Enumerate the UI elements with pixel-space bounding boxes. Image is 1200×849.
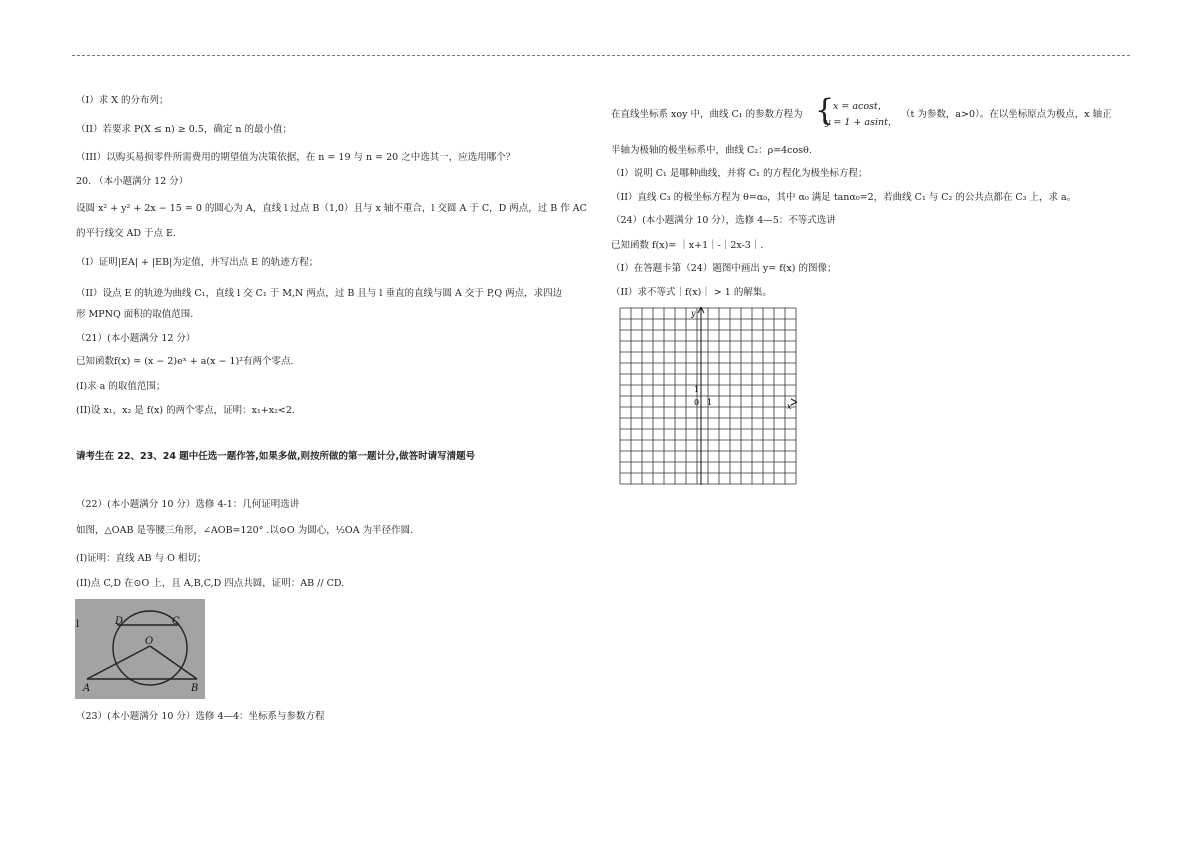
q22-heading: （22）(本小题满分 10 分）选修 4-1：几何证明选讲 — [76, 499, 300, 510]
q24-heading: （24）(本小题满分 10 分），选修 4—5：不等式选讲 — [611, 215, 836, 226]
q21-body: 已知函数f(x) = (x − 2)eˣ + a(x − 1)²有两个零点. — [76, 356, 294, 367]
q20-body-line2: 的平行线交 AD 于点 E. — [76, 228, 176, 239]
grid-svg — [619, 307, 797, 485]
q24-body: 已知函数 f(x)= ｜x+1｜-｜2x-3｜. — [611, 240, 764, 251]
x-axis-label: x — [787, 402, 792, 411]
q24-part2: （II）求不等式｜f(x)｜ > 1 的解集。 — [611, 287, 772, 298]
q22-part1: (I)证明：直线 AB 与 O 相切； — [76, 553, 207, 564]
label-C: C — [172, 616, 180, 627]
q20-part2-line1: （II）设点 E 的轨迹为曲线 C₁，直线 l 交 C₁ 于 M,N 两点，过 B 且与 l 垂直的直线与圆 A 交于 P,Q 两点，求四边 — [76, 288, 563, 299]
origin-label: 0 — [694, 398, 700, 407]
label-D: D — [115, 616, 124, 627]
choose-one-note: 请考生在 22、23、24 题中任选一题作答,如果多做,则按所做的第一题计分,做答时请写清题号 — [76, 451, 476, 462]
system-brace: { — [815, 93, 835, 128]
q20-part1: （I）证明|EA| + |EB|为定值，并写出点 E 的轨迹方程； — [76, 257, 319, 268]
q22-figure — [75, 599, 205, 699]
q23-body-start: 在直线坐标系 xoy 中，曲线 C₁ 的参数方程为 — [611, 109, 803, 120]
q19-part3: （III）以购买易损零件所需费用的期望值为决策依据，在 n = 19 与 n = 20 之中选其一，应选用哪个？ — [76, 152, 516, 163]
q24-part1: （I）在答题卡第（24）题图中画出 y= f(x) 的图像； — [611, 263, 837, 274]
y-unit-label: 1 — [694, 385, 700, 394]
q20-part2-line2: 形 MPNQ 面积的取值范围. — [76, 309, 194, 320]
label-l: l — [76, 619, 80, 630]
q21-part2: (II)设 x₁，x₂ 是 f(x) 的两个零点，证明：x₁+x₂<2. — [76, 405, 295, 416]
q20-heading: 20. （本小题满分 12 分） — [76, 176, 189, 187]
q23-part1: （I）说明 C₁ 是哪种曲线，并将 C₁ 的方程化为极坐标方程； — [611, 168, 868, 179]
label-A: A — [83, 683, 91, 694]
q22-body: 如图，△OAB 是等腰三角形，∠AOB=120° .以⊙O 为圆心，½OA 为半径作圆. — [76, 525, 414, 536]
header-divider — [72, 55, 1130, 56]
param-eq-x: x = acost， — [833, 101, 888, 112]
label-B: B — [191, 683, 199, 694]
q22-part2: (II)点 C,D 在⊙O 上，且 A,B,C,D 四点共圆，证明：AB // CD. — [76, 578, 345, 589]
q23-part2: （II）直线 C₃ 的极坐标方程为 θ=α₀，其中 α₀ 满足 tanα₀=2，若曲线 C₁ 与 C₂ 的公共点都在 C₃ 上，求 a。 — [611, 192, 1077, 203]
q19-part1: （I）求 X 的分布列； — [76, 95, 169, 106]
label-O: O — [145, 636, 154, 647]
q21-part1: (I)求 a 的取值范围； — [76, 381, 166, 392]
q23-heading: （23）(本小题满分 10 分）选修 4—4：坐标系与参数方程 — [76, 711, 325, 722]
circle-triangle-diagram — [75, 599, 205, 699]
q20-body-line1: 设圆 x² + y² + 2x − 15 = 0 的圆心为 A，直线 l 过点 B（1,0）且与 x 轴不重合，l 交圆 A 于 C，D 两点，过 B 作 AC — [76, 203, 587, 214]
x-unit-label: 1 — [707, 398, 713, 407]
q21-heading: （21）(本小题满分 12 分） — [76, 333, 196, 344]
q19-part2: （II）若要求 P(X ≤ n) ≥ 0.5，确定 n 的最小值； — [76, 124, 292, 135]
y-axis-label: y — [691, 309, 696, 318]
q24-coordinate-grid — [619, 307, 797, 489]
q23-body-line2: 半轴为极轴的极坐标系中，曲线 C₂：ρ=4cosθ. — [611, 145, 812, 156]
param-eq-y: y = 1 + asint， — [825, 117, 898, 128]
q23-body-end: （t 为参数，a>0）。在以坐标原点为极点，x 轴正 — [901, 109, 1112, 120]
